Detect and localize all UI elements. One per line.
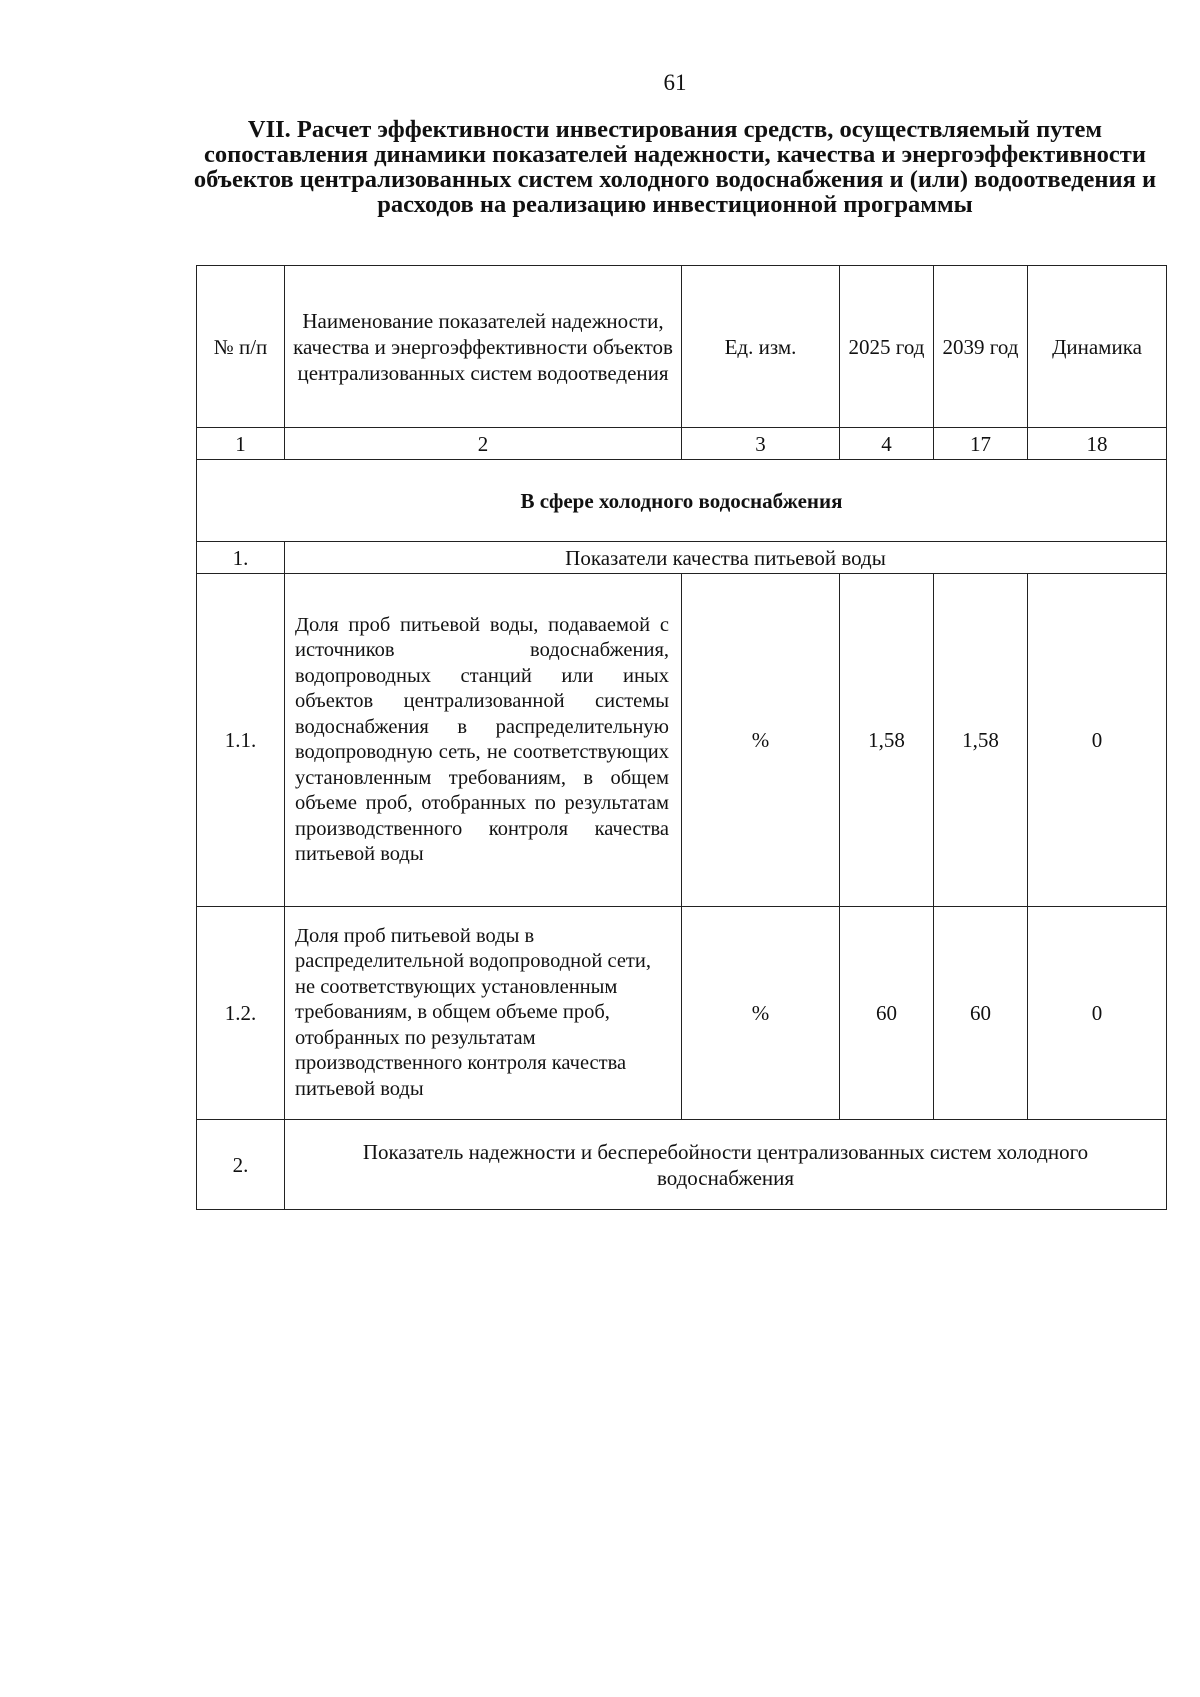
row-value-2025: 1,58 [840,574,934,907]
row-unit: % [682,907,840,1120]
row-description: Доля проб питьевой воды, подаваемой с источников водоснабжения, водопроводных станций или иных объектов централизованной системы водоснабжения в распределительную водопроводную сеть, не соответствующих установленным требованиям, в общем объеме проб, отобранных по результатам производственного контроля качества питьевой воды [285,574,682,907]
row-value-2039: 1,58 [934,574,1028,907]
table-row [197,574,1167,907]
row-dynamics: 0 [1028,907,1167,1120]
row-num: 1.2. [197,907,285,1120]
header-unit: Ед. изм. [682,266,840,428]
header-dynamics: Динамика [1028,266,1167,428]
row-unit: % [682,574,840,907]
column-number: 3 [682,428,840,460]
page-title: VII. Расчет эффективности инвестирования средств, осуществляемый путем сопоставления динамики показателей надежности, качества и энергоэффективности объектов централизованных систем холодного водоснабжения и (или) водоотведения и расходов на реализацию инвестиционной программы [193,116,1157,218]
group-title: Показатели качества питьевой воды [285,542,1167,574]
header-name: Наименование показателей надежности, качества и энергоэффективности объектов централизованных систем водоотведения [285,266,682,428]
row-num: 1.1. [197,574,285,907]
table-header-row [197,266,1167,428]
header-2025: 2025 год [840,266,934,428]
row-value-2039: 60 [934,907,1028,1120]
indicators-table [196,265,1167,1210]
row-value-2025: 60 [840,907,934,1120]
header-2039: 2039 год [934,266,1028,428]
row-dynamics: 0 [1028,574,1167,907]
table-row [197,907,1167,1120]
column-number: 17 [934,428,1028,460]
column-number: 4 [840,428,934,460]
group-row [197,542,1167,574]
group-num: 1. [197,542,285,574]
column-number: 2 [285,428,682,460]
group-num: 2. [197,1120,285,1210]
group-row [197,1120,1167,1210]
header-num: № п/п [197,266,285,428]
column-number: 18 [1028,428,1167,460]
section-row [197,460,1167,542]
group-title: Показатель надежности и бесперебойности централизованных систем холодного водоснабжения [285,1120,1167,1210]
page-number: 61 [663,70,687,95]
column-numbers-row [197,428,1167,460]
column-number: 1 [197,428,285,460]
section-title: В сфере холодного водоснабжения [197,460,1167,542]
row-description: Доля проб питьевой воды в распределительной водопроводной сети, не соответствующих установленным требованиям, в общем объеме проб, отобранных по результатам производственного контроля качества питьевой воды [285,907,682,1120]
